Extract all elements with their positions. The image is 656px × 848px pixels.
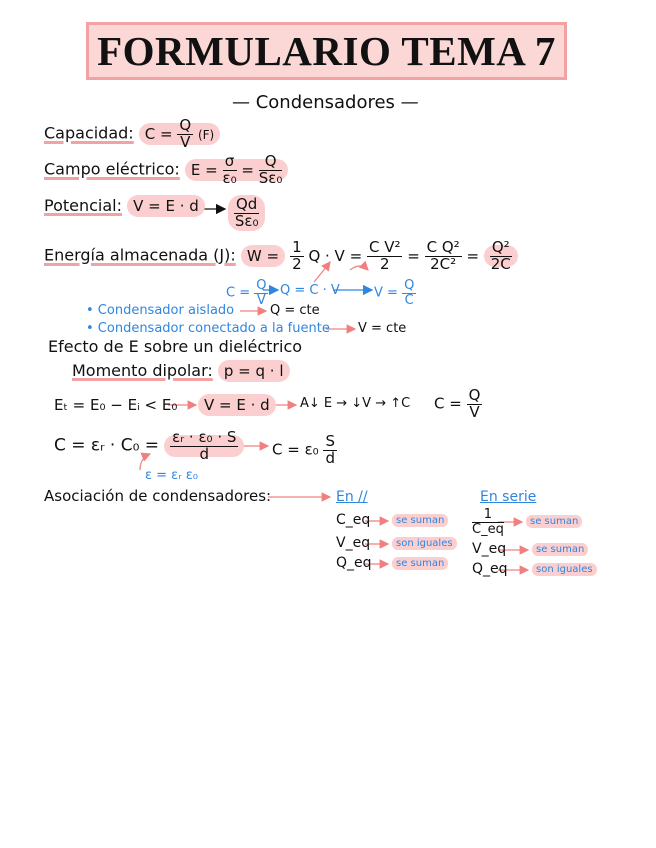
capacidad-d-r-num: S [325, 432, 336, 450]
capacidad-d-row [54, 430, 244, 462]
momento-label: Momento dipolar: [72, 361, 213, 380]
capacidad-d-r-den: d [325, 449, 336, 467]
capacidad-num: Q [179, 116, 192, 134]
serie-row-3-name: Q_eq [472, 561, 508, 577]
capacidad-d-r-lhs: C = ε₀ [272, 440, 319, 459]
capacidad-formula [139, 116, 220, 151]
serie-row-1-num: 1 [472, 508, 504, 523]
energia-eq3: = [466, 246, 480, 265]
conectado-text: • Condensador conectado a la fuente [86, 321, 330, 336]
serie-row-3-value: son iguales [532, 563, 597, 576]
aislado-result: Q = cte [270, 303, 320, 318]
potencial-num: Qd [236, 195, 258, 213]
efecto-title: Efecto de E sobre un dieléctrico [48, 337, 303, 356]
energia-eq1: = [349, 246, 363, 265]
serie-row-1-value: se suman [526, 515, 582, 528]
energia-c-den: 2 [379, 255, 390, 273]
energia-half-num: 1 [292, 238, 302, 256]
serie-row-1-name [472, 508, 504, 536]
capacidad-d-hl [164, 428, 244, 463]
aislado-text: • Condensador aislado [86, 303, 235, 318]
paralelo-row-3-value: se suman [392, 557, 448, 570]
energia-q-num: C Q² [426, 238, 460, 256]
capacidad-d-result [272, 434, 337, 466]
paralelo-row-2-value: son iguales [392, 537, 457, 550]
campo-num1: σ [223, 154, 237, 171]
campo-num2: Q [259, 154, 283, 171]
paralelo-row-3-name: Q_eq [336, 555, 372, 571]
potencial-result [228, 195, 265, 231]
page-title: FORMULARIO TEMA 7 [97, 28, 556, 74]
potencial-label: Potencial: [44, 196, 123, 215]
energia-row [44, 240, 518, 272]
capacidad-d-hl-den: d [199, 445, 210, 463]
energia-r-den: 2C [490, 255, 511, 273]
campo-total-r-num: Q [468, 386, 481, 404]
chain-a-lhs: C = [226, 285, 251, 301]
campo-lhs: E = [190, 160, 218, 179]
energia-c-num: C V² [368, 238, 401, 256]
campo-label: Campo eléctrico: [44, 159, 180, 179]
paralelo-row-1-name: C_eq [336, 512, 371, 528]
section-subtitle: — Condensadores — [232, 92, 419, 113]
energia-label: Energía almacenada (J): [44, 245, 236, 265]
capacidad-lhs: C = [144, 124, 173, 143]
serie-row-2-value: se suman [532, 543, 588, 556]
energia-q-den: 2C² [430, 255, 457, 273]
potencial-den: Sε₀ [234, 212, 259, 230]
campo-total-r-den: V [469, 403, 480, 421]
campo-eq: = [241, 160, 254, 179]
paralelo-title: En // [336, 489, 368, 505]
serie-row-1-den: C_eq [472, 522, 504, 537]
campo-den2: Sε₀ [258, 169, 283, 187]
campo-total-arrow-text: A↓ E → ↓V → ↑C [300, 396, 411, 411]
energia-half-den: 2 [292, 255, 302, 273]
energia-formula [290, 238, 484, 273]
chain-c-lhs: V = [374, 285, 398, 301]
chain-a-den: V [256, 293, 266, 308]
potencial-row [44, 196, 205, 215]
capacidad-row [44, 118, 220, 150]
energia-qv: Q · V [308, 246, 345, 265]
paralelo-row-1-value: se suman [392, 514, 448, 527]
potencial-expr: V = E · d [127, 195, 205, 217]
campo-total-v: V = E · d [198, 394, 276, 416]
chain-a-num: Q [256, 278, 267, 293]
capacidad-d-lhs: C = εᵣ · C₀ = [54, 435, 160, 456]
chain-c-den: C [404, 293, 414, 308]
campo-total-result-lhs: C = [434, 394, 462, 413]
momento-expr: p = q · l [218, 360, 290, 382]
capacidad-d-eps: ε = εᵣ ε₀ [145, 468, 198, 483]
energia-w: W = [241, 245, 285, 267]
paralelo-row-2-name: V_eq [336, 535, 371, 551]
campo-row [44, 154, 288, 186]
energia-eq2: = [407, 246, 420, 265]
chain-b: Q = C · V [280, 283, 340, 298]
energia-result [484, 238, 518, 273]
capacidad-label: Capacidad: [44, 123, 134, 143]
capacidad-d-hl-num: εᵣ · ε₀ · S [172, 428, 237, 446]
chain-c [374, 279, 416, 307]
campo-total-result [434, 388, 482, 420]
momento-row [72, 361, 290, 380]
serie-title: En serie [480, 489, 537, 505]
asociacion-label: Asociación de condensadores: [44, 487, 272, 505]
capacidad-unit: (F) [197, 127, 215, 142]
serie-row-2-name: V_eq [472, 541, 507, 557]
energia-r-num: Q² [491, 238, 510, 256]
capacidad-den: V [180, 133, 191, 151]
chain-c-num: Q [404, 278, 415, 293]
campo-total-expr: Eₜ = E₀ − Eᵢ < E₀ [54, 396, 178, 414]
campo-den1: ε₀ [222, 169, 237, 187]
campo-formula [185, 152, 289, 187]
conectado-result: V = cte [358, 321, 407, 336]
